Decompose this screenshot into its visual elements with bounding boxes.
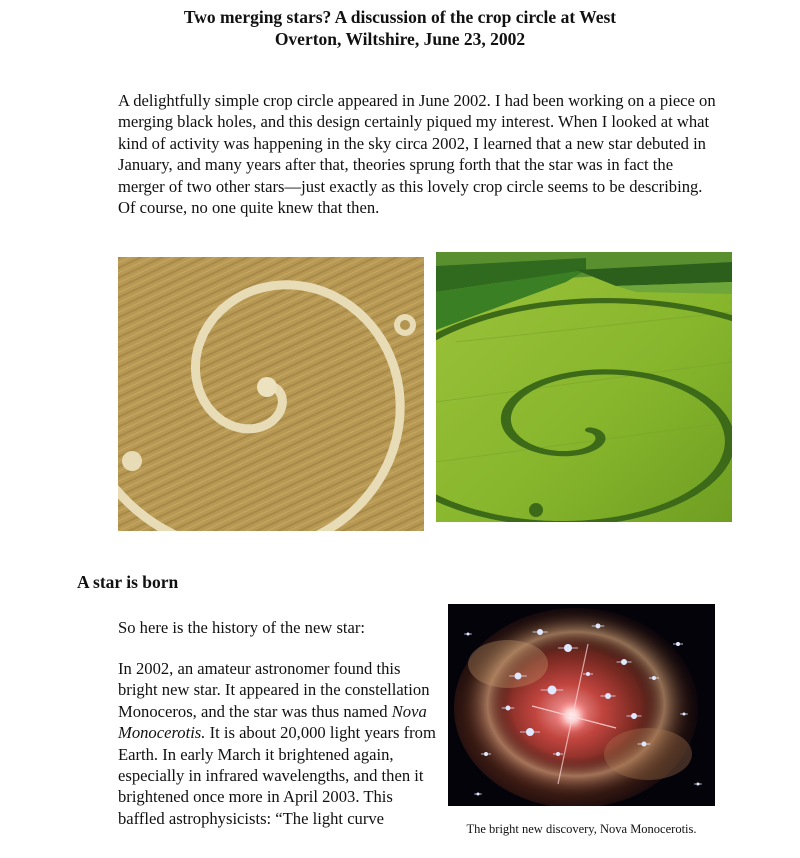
star-name: Nova Monocerotis. bbox=[118, 701, 427, 743]
image-caption: The bright new discovery, Nova Monocerotis. bbox=[466, 822, 697, 836]
nova-monocerotis-photo bbox=[448, 604, 715, 806]
title-line-1: Two merging stars? A discussion of the crop circle at West bbox=[183, 7, 617, 27]
intro-paragraph: A delightfully simple crop circle appeared in June 2002. I had been working on a piece on merging black holes, and this design certainly piqued my interest. When I looked at what kind of activity was happening in the sky circa 2002, I learned that a new star debuted in January, and many years after that, theories sprung forth that the star was in fact the merger of two other stars—just exactly as this lovely crop circle seems to be describing. Of course, no one quite knew that then. bbox=[118, 91, 716, 218]
para2-text-a: In 2002, an amateur astronomer found this bright new star. It appeared in the constellation Monoceros, and the star was thus named bbox=[118, 659, 430, 721]
crop-circle-aerial-photo bbox=[436, 252, 732, 522]
title-line-2: Overton, Wiltshire, June 23, 2002 bbox=[274, 29, 526, 49]
para2-text-b: It is about 20,000 light years from Earth. In early March it brightened again, especially in infrared wavelengths, and then it brightened once more in April 2003. This baffled astrophysicists: “The light curve bbox=[118, 723, 436, 828]
paragraph-history-intro: So here is the history of the new star: bbox=[118, 618, 366, 637]
crop-circle-overhead-photo bbox=[118, 257, 424, 531]
document-title bbox=[0, 6, 800, 50]
paragraph-history bbox=[118, 658, 440, 829]
section-heading: A star is born bbox=[77, 572, 179, 592]
